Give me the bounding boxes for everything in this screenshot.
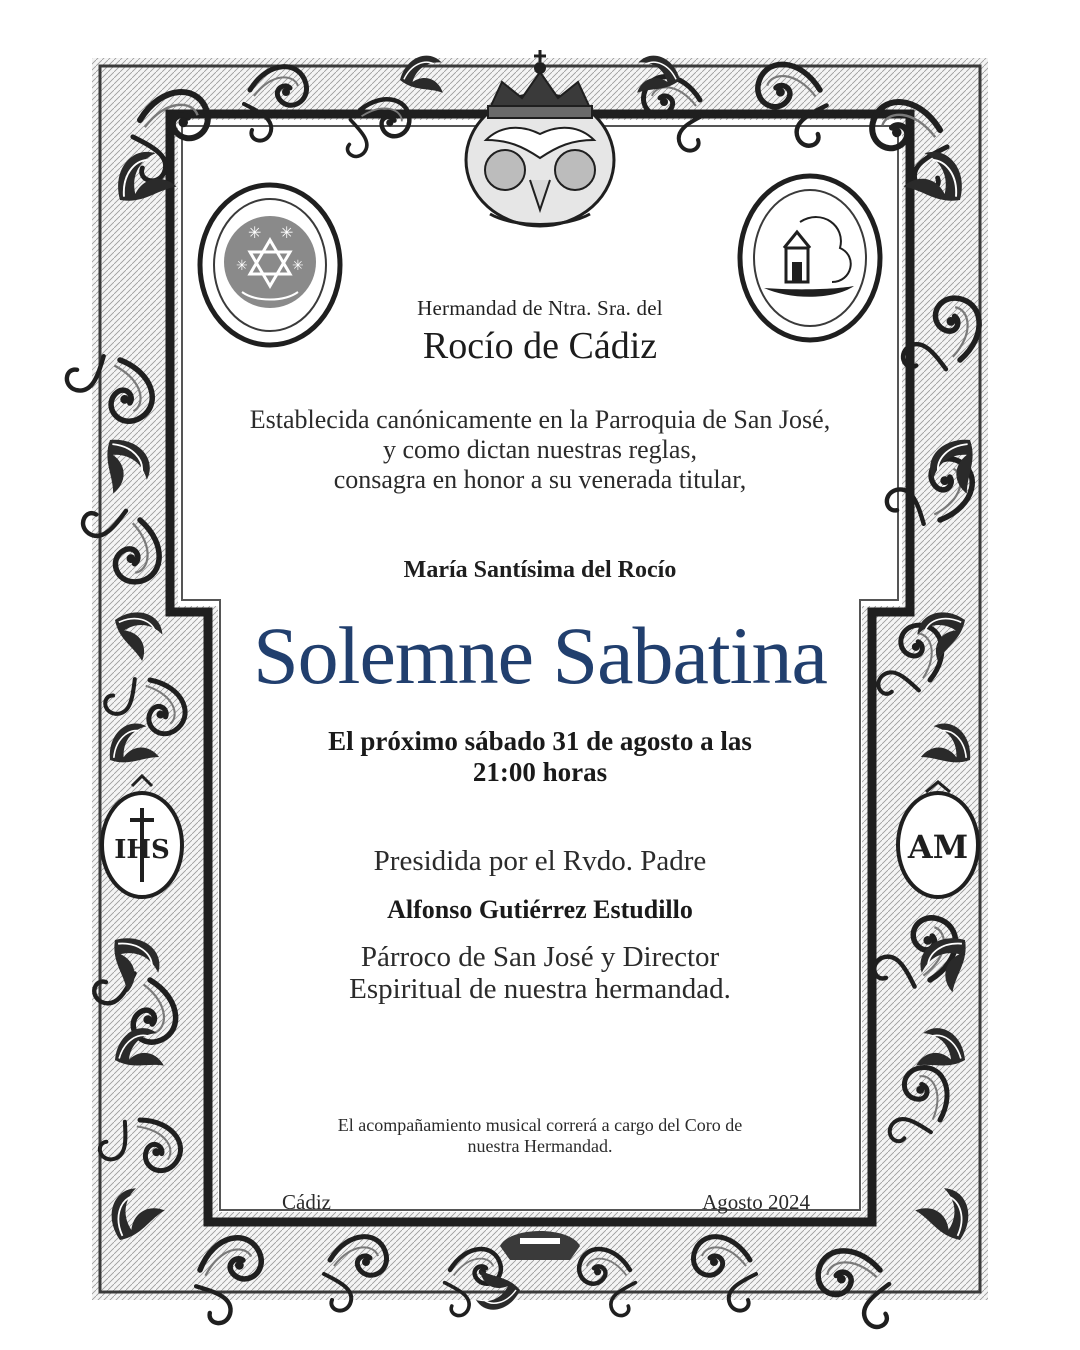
- datetime-line-2: 21:00 horas: [472, 757, 608, 787]
- datetime-line-1: El próximo sábado 31 de agosto a las: [328, 726, 752, 756]
- presider-role-line-2: Espiritual de nuestra hermandad.: [349, 973, 731, 1005]
- intro-line-2: y como dictan nuestras reglas,: [382, 435, 698, 464]
- music-note: [260, 1115, 820, 1157]
- intro-line-1: Establecida canónicamente en la Parroquia de San José,: [249, 405, 831, 434]
- intro-text: [200, 405, 880, 495]
- event-datetime: [240, 726, 840, 788]
- svg-text:✳: ✳: [248, 223, 262, 242]
- svg-text:IHS: IHS: [114, 835, 170, 865]
- titular-name: María Santísima del Rocío: [403, 557, 677, 583]
- intro-line-3: consagra en honor a su venerada titular,: [333, 465, 747, 494]
- chapel-on-cloud-icon: [740, 176, 880, 340]
- svg-text:✳: ✳: [280, 223, 294, 242]
- brotherhood-name-line-1: Hermandad de Ntra. Sra. del: [417, 296, 663, 320]
- footer-date: Agosto 2024: [702, 1190, 810, 1214]
- brotherhood-name-line-2: Rocío de Cádiz: [422, 325, 658, 367]
- presider-intro: Presidida por el Rvdo. Padre: [373, 845, 707, 877]
- star-of-david-crest-icon: [200, 185, 340, 345]
- footer-place: Cádiz: [282, 1190, 331, 1214]
- svg-text:AM: AM: [907, 828, 969, 866]
- presider-role-line-1: Párroco de San José y Director: [360, 941, 720, 973]
- music-note-line-2: nuestra Hermandad.: [467, 1136, 613, 1156]
- svg-text:✳: ✳: [292, 258, 304, 274]
- music-note-line-1: El acompañamiento musical correrá a cargo del Coro de: [337, 1115, 743, 1135]
- presider-name: Alfonso Gutiérrez Estudillo: [387, 895, 693, 924]
- event-title: Solemne Sabatina: [253, 610, 827, 701]
- presider-role: [240, 941, 840, 1005]
- svg-text:✳: ✳: [236, 258, 248, 274]
